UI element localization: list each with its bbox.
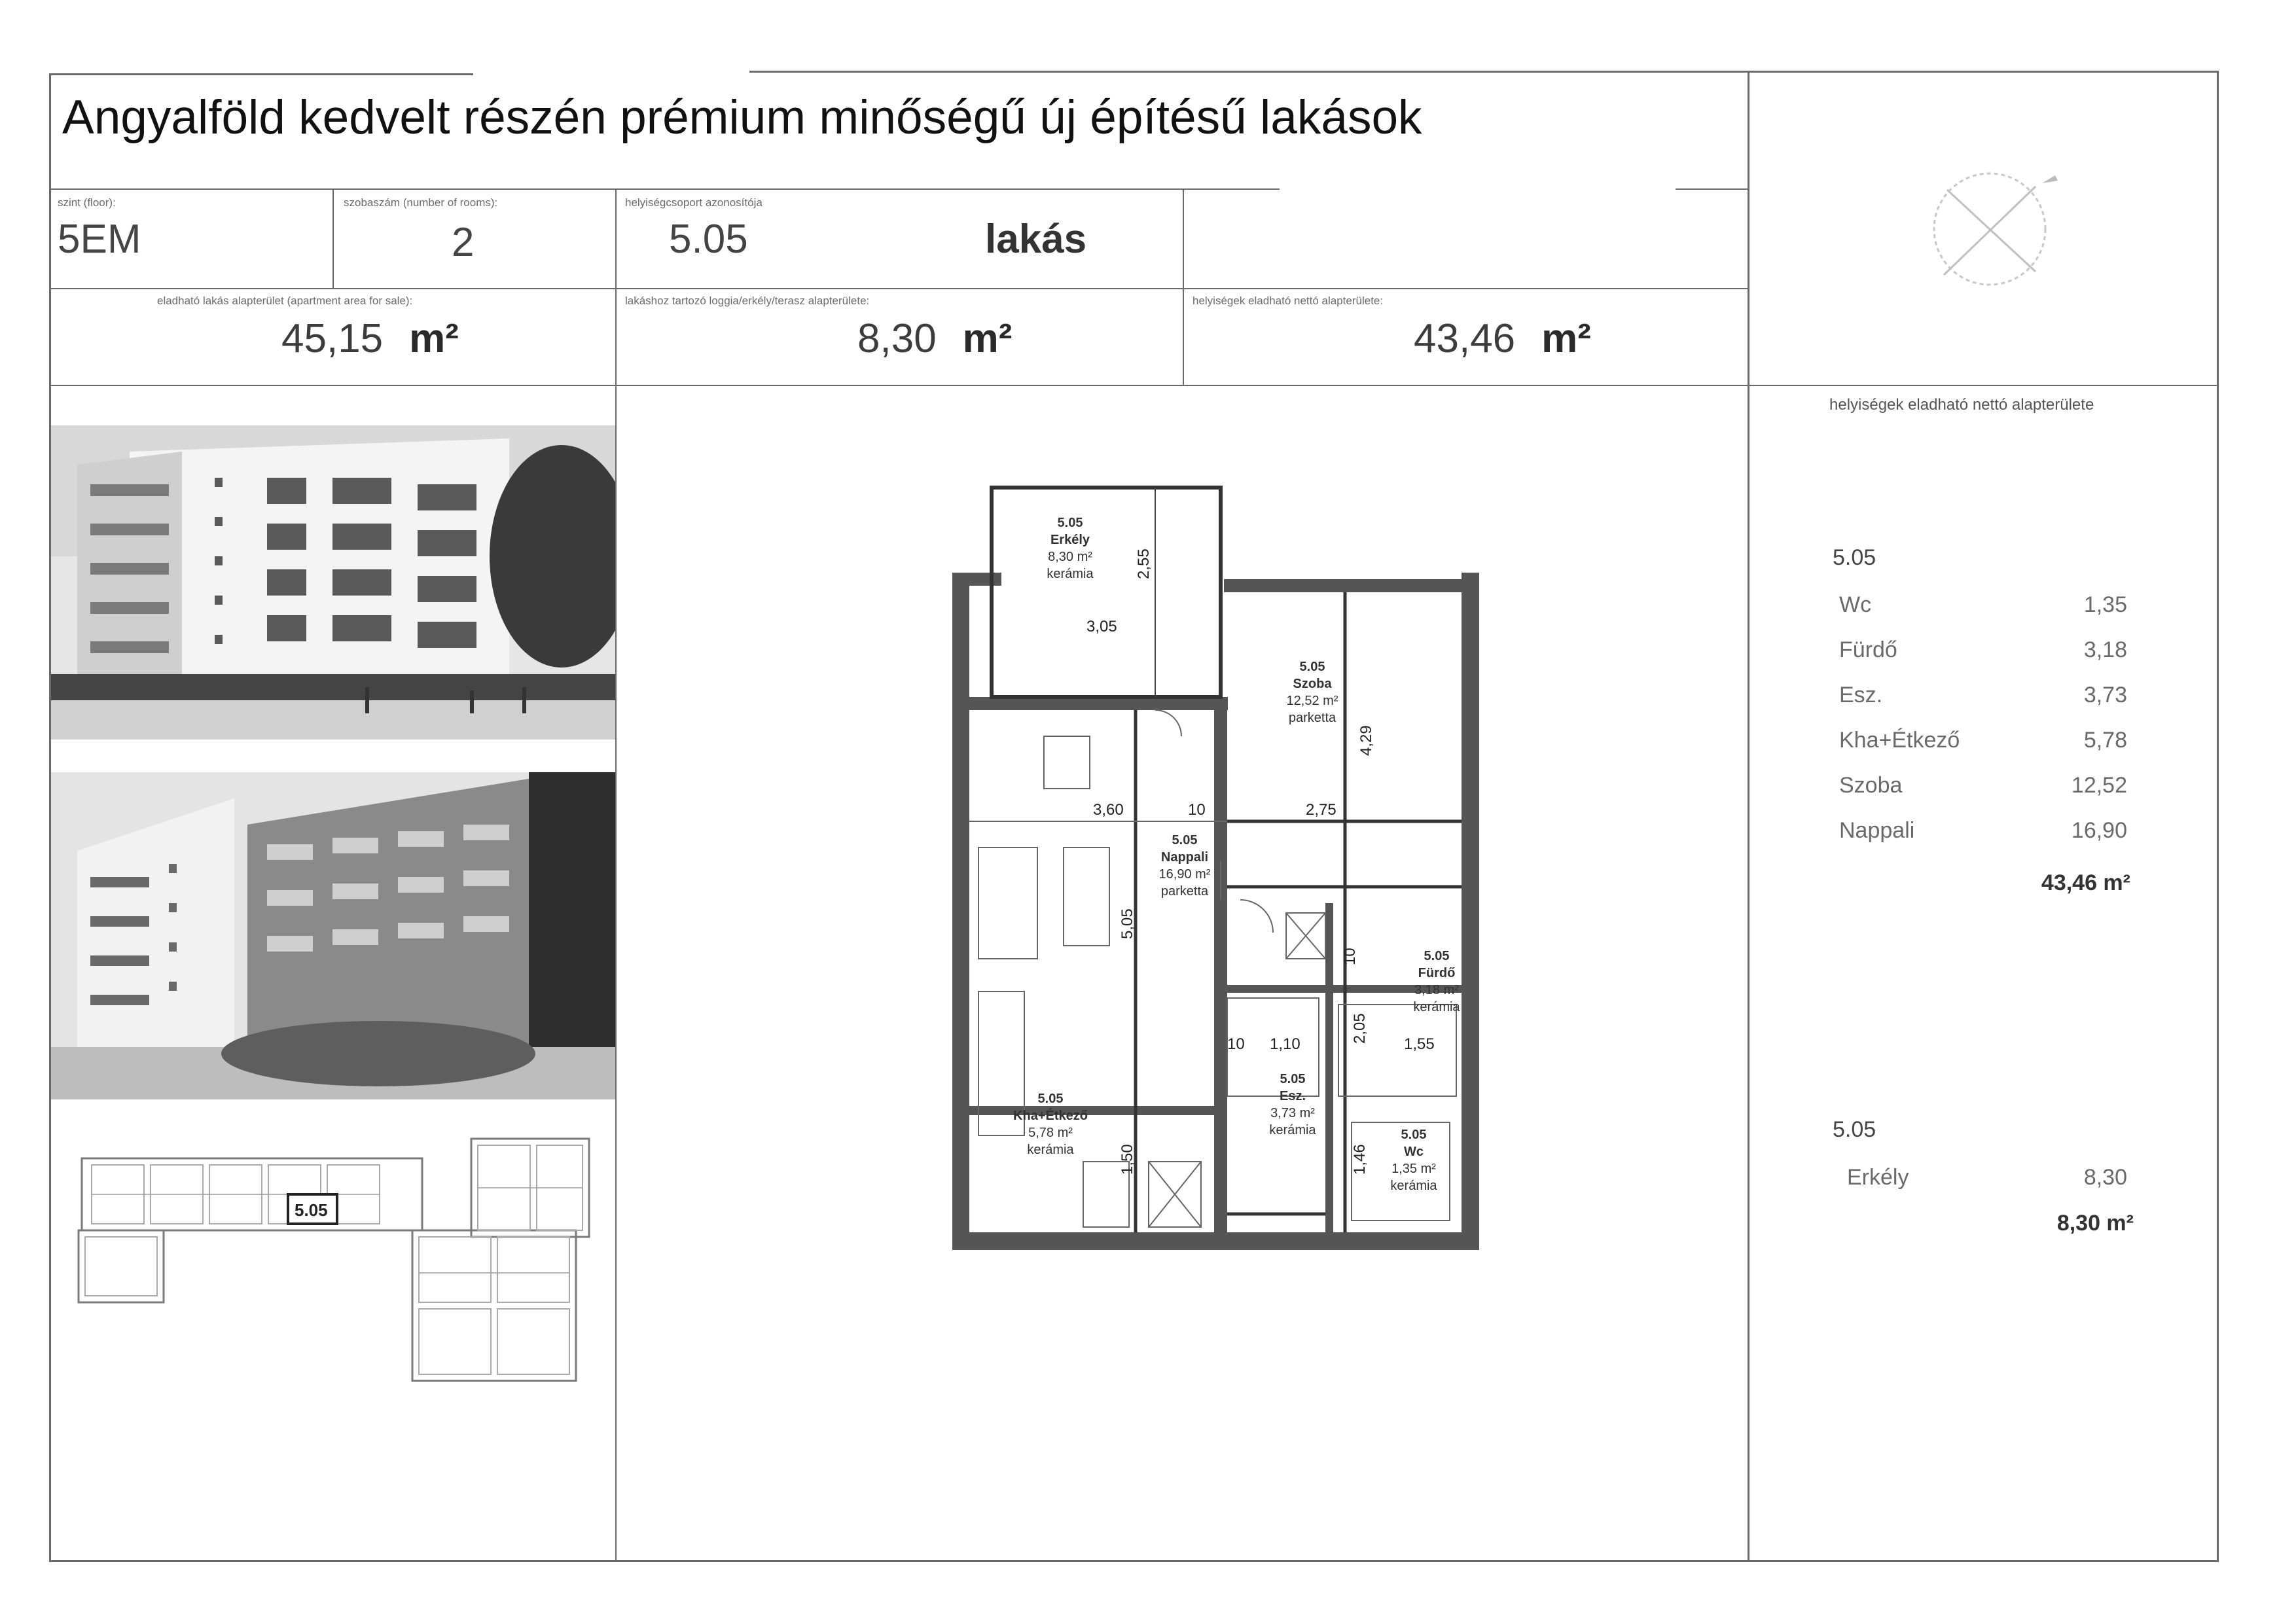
divider-header-1: [49, 188, 1280, 190]
dim-living-depth: 5,05: [1119, 908, 1136, 939]
dim-kitchen-depth: 1,50: [1119, 1144, 1136, 1175]
living-name: Nappali: [1160, 850, 1209, 865]
sidebar-room-name: Fürdő: [1839, 637, 1897, 662]
wc-id: 5.05: [1401, 1128, 1427, 1142]
balcony-area: 8,30 m²: [1048, 550, 1092, 564]
sidebar-room-area: 3,18: [2083, 637, 2127, 662]
floor-plan: [952, 481, 1482, 1253]
sidebar-group2-apartment: 5.05: [1833, 1117, 1876, 1142]
apartment-type: lakás: [985, 217, 1087, 262]
dim-balcony-width: 3,05: [1086, 618, 1117, 635]
dim-bath-width: 1,55: [1404, 1035, 1435, 1053]
sidebar-room-area: 16,90: [2071, 818, 2127, 843]
premises-label: helyiségcsoport azonosítója: [625, 196, 762, 209]
balcony-area-value: [857, 315, 1012, 362]
balcony-area-number: 8,30: [857, 316, 937, 361]
wc-name: Wc: [1404, 1145, 1424, 1159]
col-divider-3: [1183, 188, 1184, 385]
kitchen-name: Kha+Étkező: [1013, 1109, 1088, 1123]
dim-wall-b: 10: [1341, 948, 1359, 965]
hall-material: kerámia: [1269, 1123, 1316, 1137]
net-area-unit: m²: [1541, 316, 1591, 361]
col-divider-2: [615, 188, 617, 1562]
sidebar-room-name: Wc: [1839, 592, 1872, 617]
wc-material: kerámia: [1390, 1179, 1437, 1193]
wc-area: 1,35 m²: [1391, 1162, 1436, 1176]
floor-value: 5EM: [58, 217, 141, 262]
dim-hall-width: 1,10: [1270, 1035, 1300, 1053]
balcony-name: Erkély: [1050, 533, 1090, 547]
sidebar-room-name: Esz.: [1839, 683, 1883, 707]
net-area-label: helyiségek eladható nettó alapterülete:: [1193, 294, 1384, 307]
dim-wall-a: 10: [1188, 801, 1206, 819]
kitchen-area: 5,78 m²: [1028, 1126, 1073, 1140]
sidebar-room-name: Szoba: [1839, 773, 1903, 798]
frame-top-right: [749, 71, 2219, 73]
sidebar-room-area: 12,52: [2071, 773, 2127, 798]
balcony-area-unit: m²: [962, 316, 1013, 361]
sale-area-number: 45,15: [281, 316, 384, 361]
divider-header-2: [49, 288, 1749, 289]
bath-name: Fürdő: [1418, 966, 1456, 980]
balcony-id: 5.05: [1057, 516, 1083, 530]
sidebar-room-area: 5,78: [2083, 728, 2127, 753]
hall-name: Esz.: [1279, 1089, 1306, 1103]
bath-material: kerámia: [1413, 1000, 1460, 1014]
sidebar-group1-total: 43,46 m²: [2041, 870, 2130, 895]
bedroom-id: 5.05: [1299, 660, 1325, 674]
dim-living-width: 3,60: [1093, 801, 1124, 819]
bedroom-name: Szoba: [1293, 677, 1332, 691]
site-plan: [72, 1132, 602, 1387]
building-photo-1: [51, 425, 615, 740]
dim-wc-depth: 1,46: [1351, 1144, 1369, 1175]
frame-top-left: [49, 73, 473, 75]
kitchen-id: 5.05: [1037, 1092, 1064, 1106]
sidebar-group2-total: 8,30 m²: [2056, 1211, 2134, 1236]
living-id: 5.05: [1172, 833, 1198, 847]
sidebar-heading: helyiségek eladható nettó alapterülete: [1829, 396, 2094, 414]
frame-bottom: [49, 1560, 2219, 1562]
floor-label: szint (floor):: [58, 196, 116, 209]
col-divider-1: [332, 188, 334, 288]
dim-balcony-depth: 2,55: [1135, 548, 1153, 579]
sale-area-value: [281, 315, 459, 362]
building-photo-2: [51, 772, 615, 1099]
sidebar-room-name: Nappali: [1839, 818, 1915, 843]
hall-id: 5.05: [1280, 1072, 1306, 1086]
balcony-material: kerámia: [1047, 567, 1094, 581]
dim-bedroom-width: 2,75: [1306, 801, 1336, 819]
sidebar-room-area: 1,35: [2083, 592, 2127, 617]
sale-area-label: eladható lakás alapterület (apartment area for sale):: [157, 294, 413, 307]
hall-area: 3,73 m²: [1270, 1106, 1315, 1120]
bath-area: 3,18 m²: [1414, 983, 1459, 997]
dim-wall-c: 10: [1227, 1035, 1245, 1053]
sale-area-unit: m²: [409, 316, 459, 361]
divider-header-1b: [1676, 188, 1749, 190]
bedroom-area: 12,52 m²: [1286, 694, 1338, 708]
kitchen-material: kerámia: [1027, 1143, 1074, 1157]
site-plan-label: 5.05: [295, 1200, 328, 1220]
bedroom-material: parketta: [1288, 711, 1336, 725]
sidebar-group1-apartment: 5.05: [1833, 545, 1876, 570]
sidebar-room-area: 3,73: [2083, 683, 2127, 707]
divider-sidebar: [1748, 71, 1749, 1562]
dim-bedroom-depth: 4,29: [1357, 725, 1375, 756]
balcony-area-label: lakáshoz tartozó loggia/erkély/terasz alapterülete:: [625, 294, 870, 307]
dim-bath-depth: 2,05: [1351, 1013, 1369, 1044]
sidebar-room-name: Erkély: [1847, 1165, 1909, 1190]
page-title: Angyalföld kedvelt részén prémium minőségű új építésű lakások: [62, 91, 1422, 144]
bath-id: 5.05: [1424, 949, 1450, 963]
living-material: parketta: [1160, 884, 1209, 899]
living-area: 16,90 m²: [1158, 867, 1211, 882]
divider-header-3: [49, 385, 2219, 386]
net-area-value: [1414, 315, 1591, 362]
sidebar-room-name: Kha+Étkező: [1839, 728, 1960, 753]
net-area-number: 43,46: [1414, 316, 1516, 361]
apartment-id: 5.05: [669, 217, 748, 262]
rooms-value: 2: [452, 220, 475, 265]
compass-icon: [1911, 157, 2081, 301]
frame-right: [2217, 71, 2219, 1562]
rooms-label: szobaszám (number of rooms):: [344, 196, 498, 209]
sidebar-room-area: 8,30: [2083, 1165, 2127, 1190]
